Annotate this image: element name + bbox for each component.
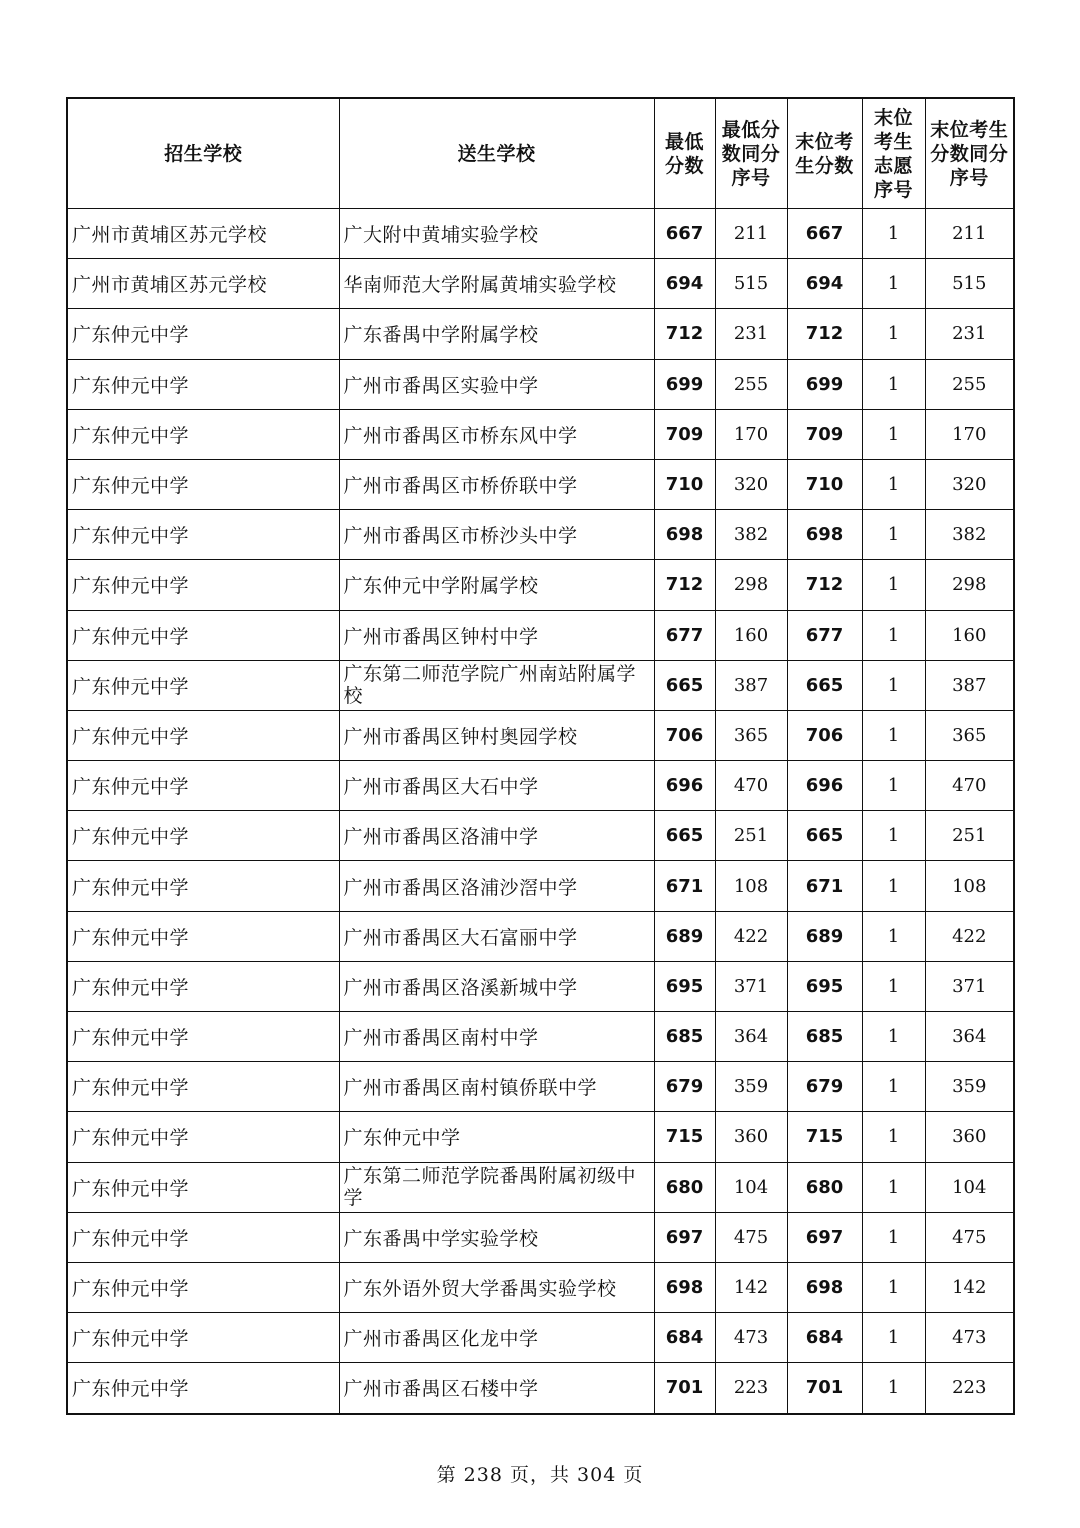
cell-enroll-school: 广东仲元中学: [67, 660, 339, 710]
cell-min-score: 701: [654, 1363, 715, 1414]
cell-min-score-rank: 515: [715, 259, 787, 309]
cell-last-score: 685: [787, 1012, 862, 1062]
cell-send-school: 广州市番禺区钟村中学: [339, 610, 654, 660]
cell-last-score: 689: [787, 911, 862, 961]
cell-min-score-rank: 382: [715, 510, 787, 560]
table-row: [67, 1262, 1014, 1312]
cell-last-score-rank: 160: [925, 610, 1014, 660]
cell-enroll-school: 广东仲元中学: [67, 1112, 339, 1162]
cell-last-score-rank: 364: [925, 1012, 1014, 1062]
table-row: [67, 359, 1014, 409]
table-row: [67, 560, 1014, 610]
cell-last-score-rank: 211: [925, 209, 1014, 259]
header-send-school: 送生学校: [339, 98, 654, 209]
cell-last-score-rank: 255: [925, 359, 1014, 409]
cell-last-choice-order: 1: [862, 1062, 925, 1112]
cell-send-school: 广州市番禺区洛溪新城中学: [339, 961, 654, 1011]
cell-last-choice-order: 1: [862, 660, 925, 710]
cell-min-score-rank: 251: [715, 811, 787, 861]
cell-last-choice-order: 1: [862, 510, 925, 560]
cell-last-choice-order: 1: [862, 309, 925, 359]
cell-last-score: 697: [787, 1212, 862, 1262]
cell-min-score-rank: 298: [715, 560, 787, 610]
cell-min-score-rank: 108: [715, 861, 787, 911]
cell-enroll-school: 广东仲元中学: [67, 761, 339, 811]
header-min-score-rank: 最低分 数同分 序号: [715, 98, 787, 209]
cell-last-score-rank: 360: [925, 1112, 1014, 1162]
cell-last-score-rank: 475: [925, 1212, 1014, 1262]
cell-last-score-rank: 170: [925, 409, 1014, 459]
cell-last-score-rank: 371: [925, 961, 1014, 1011]
cell-last-choice-order: 1: [862, 560, 925, 610]
cell-last-score: 677: [787, 610, 862, 660]
cell-send-school: 广州市番禺区钟村奥园学校: [339, 710, 654, 760]
cell-send-school: 广州市番禺区市桥侨联中学: [339, 459, 654, 509]
cell-last-score-rank: 231: [925, 309, 1014, 359]
cell-enroll-school: 广东仲元中学: [67, 911, 339, 961]
cell-last-score-rank: 251: [925, 811, 1014, 861]
cell-last-score: 698: [787, 1262, 862, 1312]
cell-min-score: 684: [654, 1313, 715, 1363]
table-row: [67, 209, 1014, 259]
cell-min-score-rank: 365: [715, 710, 787, 760]
table-row: [67, 861, 1014, 911]
cell-last-choice-order: 1: [862, 761, 925, 811]
header-last-score-rank: 末位考生 分数同分 序号: [925, 98, 1014, 209]
cell-last-choice-order: 1: [862, 1212, 925, 1262]
cell-enroll-school: 广州市黄埔区苏元学校: [67, 259, 339, 309]
cell-last-score-rank: 359: [925, 1062, 1014, 1112]
cell-last-score-rank: 422: [925, 911, 1014, 961]
table-row: [67, 259, 1014, 309]
cell-min-score: 695: [654, 961, 715, 1011]
table-body: [67, 209, 1014, 1414]
cell-enroll-school: 广东仲元中学: [67, 309, 339, 359]
table-row: [67, 1162, 1014, 1212]
cell-last-score-rank: 108: [925, 861, 1014, 911]
cell-min-score: 715: [654, 1112, 715, 1162]
cell-last-choice-order: 1: [862, 1262, 925, 1312]
cell-last-score: 680: [787, 1162, 862, 1212]
cell-last-score: 698: [787, 510, 862, 560]
cell-send-school: 广州市番禺区实验中学: [339, 359, 654, 409]
cell-enroll-school: 广东仲元中学: [67, 610, 339, 660]
cell-enroll-school: 广东仲元中学: [67, 510, 339, 560]
cell-last-score: 709: [787, 409, 862, 459]
cell-min-score-rank: 104: [715, 1162, 787, 1212]
cell-min-score-rank: 371: [715, 961, 787, 1011]
cell-last-score-rank: 320: [925, 459, 1014, 509]
cell-send-school: 广州市番禺区南村镇侨联中学: [339, 1062, 654, 1112]
cell-last-score: 684: [787, 1313, 862, 1363]
table-header: [67, 98, 1014, 209]
cell-min-score: 712: [654, 309, 715, 359]
cell-last-score-rank: 470: [925, 761, 1014, 811]
cell-last-choice-order: 1: [862, 911, 925, 961]
cell-min-score-rank: 475: [715, 1212, 787, 1262]
table-row: [67, 610, 1014, 660]
cell-send-school: 广东第二师范学院番禺附属初级中学: [339, 1162, 654, 1212]
cell-last-score-rank: 515: [925, 259, 1014, 309]
table-row: [67, 510, 1014, 560]
cell-min-score: 671: [654, 861, 715, 911]
cell-last-choice-order: 1: [862, 259, 925, 309]
cell-enroll-school: 广东仲元中学: [67, 1062, 339, 1112]
cell-min-score: 680: [654, 1162, 715, 1212]
cell-last-score: 712: [787, 309, 862, 359]
table-row: [67, 1012, 1014, 1062]
page-number: 第 238 页，共 304 页: [436, 1464, 644, 1486]
cell-min-score: 679: [654, 1062, 715, 1112]
cell-last-score: 665: [787, 811, 862, 861]
cell-enroll-school: 广东仲元中学: [67, 811, 339, 861]
header-row: [67, 98, 1014, 209]
cell-min-score-rank: 223: [715, 1363, 787, 1414]
cell-min-score: 699: [654, 359, 715, 409]
cell-last-score: 665: [787, 660, 862, 710]
cell-last-score: 695: [787, 961, 862, 1011]
cell-min-score: 698: [654, 510, 715, 560]
cell-enroll-school: 广州市黄埔区苏元学校: [67, 209, 339, 259]
cell-last-choice-order: 1: [862, 710, 925, 760]
cell-last-score: 710: [787, 459, 862, 509]
table-row: [67, 660, 1014, 710]
table-row: [67, 309, 1014, 359]
cell-min-score: 698: [654, 1262, 715, 1312]
cell-last-choice-order: 1: [862, 1162, 925, 1212]
cell-min-score: 685: [654, 1012, 715, 1062]
cell-send-school: 广州市番禺区大石中学: [339, 761, 654, 811]
cell-send-school: 广东仲元中学附属学校: [339, 560, 654, 610]
cell-enroll-school: 广东仲元中学: [67, 1313, 339, 1363]
cell-last-choice-order: 1: [862, 409, 925, 459]
cell-min-score: 696: [654, 761, 715, 811]
cell-min-score: 710: [654, 459, 715, 509]
cell-last-score-rank: 142: [925, 1262, 1014, 1312]
cell-send-school: 广州市番禺区南村中学: [339, 1012, 654, 1062]
cell-send-school: 华南师范大学附属黄埔实验学校: [339, 259, 654, 309]
header-min-score: 最低 分数: [654, 98, 715, 209]
cell-last-score-rank: 365: [925, 710, 1014, 760]
cell-last-score: 701: [787, 1363, 862, 1414]
cell-send-school: 广东仲元中学: [339, 1112, 654, 1162]
cell-min-score: 706: [654, 710, 715, 760]
cell-last-score: 712: [787, 560, 862, 610]
cell-enroll-school: 广东仲元中学: [67, 409, 339, 459]
table-row: [67, 409, 1014, 459]
cell-last-choice-order: 1: [862, 861, 925, 911]
cell-min-score: 665: [654, 811, 715, 861]
cell-min-score-rank: 231: [715, 309, 787, 359]
table-row: [67, 459, 1014, 509]
cell-last-score: 715: [787, 1112, 862, 1162]
cell-last-score-rank: 104: [925, 1162, 1014, 1212]
table-row: [67, 961, 1014, 1011]
cell-send-school: 广州市番禺区洛浦中学: [339, 811, 654, 861]
cell-last-score-rank: 473: [925, 1313, 1014, 1363]
cell-send-school: 广大附中黄埔实验学校: [339, 209, 654, 259]
table-row: [67, 1363, 1014, 1414]
cell-enroll-school: 广东仲元中学: [67, 560, 339, 610]
cell-send-school: 广州市番禺区市桥沙头中学: [339, 510, 654, 560]
table-row: [67, 811, 1014, 861]
cell-enroll-school: 广东仲元中学: [67, 1212, 339, 1262]
cell-send-school: 广东番禺中学附属学校: [339, 309, 654, 359]
cell-enroll-school: 广东仲元中学: [67, 459, 339, 509]
cell-min-score-rank: 364: [715, 1012, 787, 1062]
cell-last-score: 696: [787, 761, 862, 811]
cell-enroll-school: 广东仲元中学: [67, 1363, 339, 1414]
cell-last-choice-order: 1: [862, 209, 925, 259]
table-row: [67, 761, 1014, 811]
cell-send-school: 广州市番禺区大石富丽中学: [339, 911, 654, 961]
cell-min-score: 689: [654, 911, 715, 961]
cell-min-score-rank: 255: [715, 359, 787, 409]
cell-last-choice-order: 1: [862, 459, 925, 509]
cell-min-score-rank: 142: [715, 1262, 787, 1312]
cell-last-score: 667: [787, 209, 862, 259]
cell-min-score-rank: 320: [715, 459, 787, 509]
cell-last-score-rank: 223: [925, 1363, 1014, 1414]
admission-score-table: [66, 97, 1015, 1415]
cell-min-score-rank: 170: [715, 409, 787, 459]
cell-send-school: 广州市番禺区市桥东风中学: [339, 409, 654, 459]
cell-last-choice-order: 1: [862, 1112, 925, 1162]
cell-min-score: 709: [654, 409, 715, 459]
cell-min-score: 665: [654, 660, 715, 710]
cell-send-school: 广东第二师范学院广州南站附属学校: [339, 660, 654, 710]
cell-send-school: 广东番禺中学实验学校: [339, 1212, 654, 1262]
cell-last-score-rank: 298: [925, 560, 1014, 610]
cell-enroll-school: 广东仲元中学: [67, 710, 339, 760]
cell-last-score-rank: 387: [925, 660, 1014, 710]
cell-last-choice-order: 1: [862, 961, 925, 1011]
cell-min-score-rank: 473: [715, 1313, 787, 1363]
cell-last-choice-order: 1: [862, 359, 925, 409]
cell-last-choice-order: 1: [862, 811, 925, 861]
cell-min-score-rank: 360: [715, 1112, 787, 1162]
cell-last-score: 679: [787, 1062, 862, 1112]
header-last-score: 末位考 生分数: [787, 98, 862, 209]
cell-min-score-rank: 359: [715, 1062, 787, 1112]
cell-min-score-rank: 211: [715, 209, 787, 259]
cell-send-school: 广州市番禺区洛浦沙滘中学: [339, 861, 654, 911]
cell-send-school: 广州市番禺区石楼中学: [339, 1363, 654, 1414]
table-row: [67, 710, 1014, 760]
cell-min-score-rank: 387: [715, 660, 787, 710]
cell-last-choice-order: 1: [862, 1363, 925, 1414]
cell-min-score: 677: [654, 610, 715, 660]
table-row: [67, 911, 1014, 961]
cell-send-school: 广州市番禺区化龙中学: [339, 1313, 654, 1363]
cell-enroll-school: 广东仲元中学: [67, 359, 339, 409]
table-row: [67, 1112, 1014, 1162]
cell-send-school: 广东外语外贸大学番禺实验学校: [339, 1262, 654, 1312]
cell-min-score: 694: [654, 259, 715, 309]
cell-min-score: 712: [654, 560, 715, 610]
cell-enroll-school: 广东仲元中学: [67, 1262, 339, 1312]
cell-min-score-rank: 470: [715, 761, 787, 811]
cell-last-score: 694: [787, 259, 862, 309]
cell-enroll-school: 广东仲元中学: [67, 861, 339, 911]
table-row: [67, 1212, 1014, 1262]
cell-last-choice-order: 1: [862, 1012, 925, 1062]
cell-min-score-rank: 422: [715, 911, 787, 961]
cell-last-choice-order: 1: [862, 1313, 925, 1363]
cell-min-score: 697: [654, 1212, 715, 1262]
cell-last-choice-order: 1: [862, 610, 925, 660]
header-last-choice-order: 末位 考生 志愿 序号: [862, 98, 925, 209]
cell-last-score: 706: [787, 710, 862, 760]
cell-enroll-school: 广东仲元中学: [67, 961, 339, 1011]
cell-last-score: 671: [787, 861, 862, 911]
table-row: [67, 1062, 1014, 1112]
cell-min-score-rank: 160: [715, 610, 787, 660]
cell-last-score: 699: [787, 359, 862, 409]
cell-last-score-rank: 382: [925, 510, 1014, 560]
cell-enroll-school: 广东仲元中学: [67, 1012, 339, 1062]
table-row: [67, 1313, 1014, 1363]
cell-min-score: 667: [654, 209, 715, 259]
cell-enroll-school: 广东仲元中学: [67, 1162, 339, 1212]
header-enroll-school: 招生学校: [67, 98, 339, 209]
